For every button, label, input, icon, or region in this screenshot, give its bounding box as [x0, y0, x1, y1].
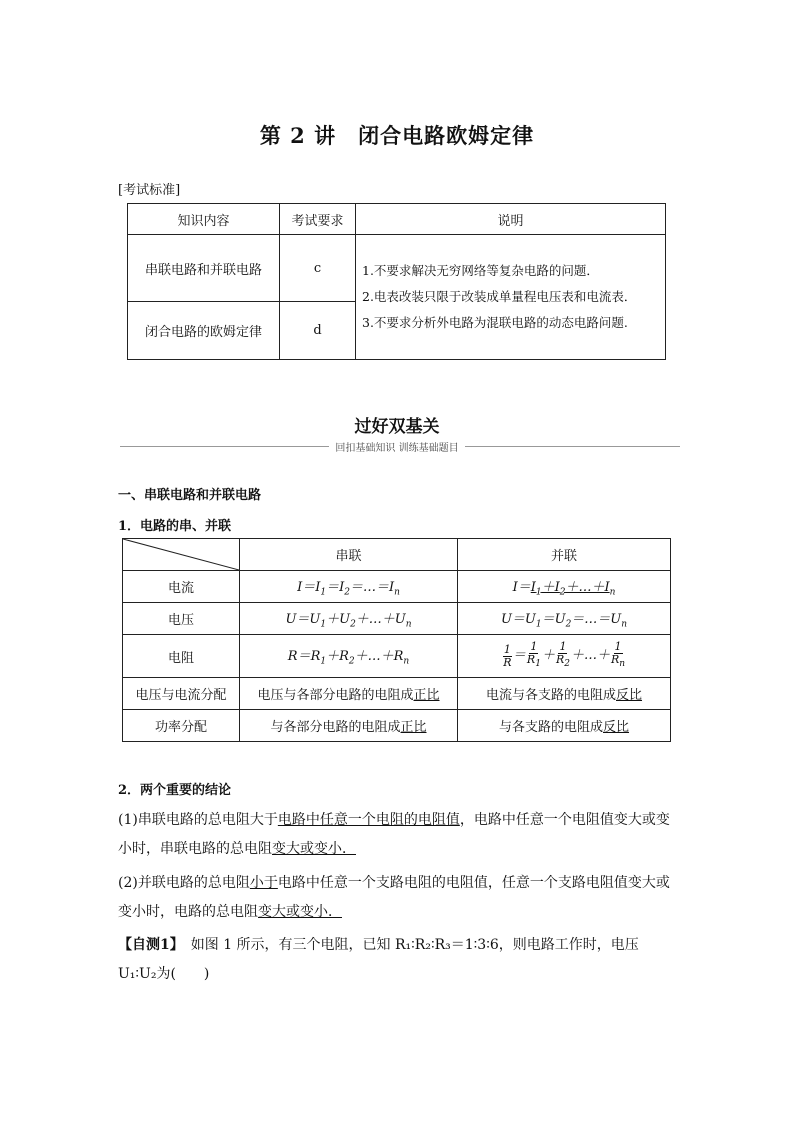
row-level: d: [280, 302, 356, 360]
parallel-distribution: 电流与各支路的电阻成反比: [458, 678, 671, 710]
standard-tag: [考试标准]: [118, 183, 181, 198]
series-current-formula: $I=I_1=I_2=\dots=I_n$: [240, 571, 458, 603]
row-label: 电压与电流分配: [123, 678, 240, 710]
page-title: 第 2 讲 闭合电路欧姆定律: [259, 123, 535, 148]
exercise: 【自测1】 如图 1 所示，有三个电阻，已知 R₁∶R₂∶R₃＝1∶3∶6，则电路工作时，电压 U₁∶U₂为( ): [118, 937, 639, 982]
note-item: 1.不要求解决无穷网络等复杂电路的问题．: [362, 263, 599, 278]
row-level: c: [280, 235, 356, 302]
parallel-resistance-formula: $\frac{1}{R}$ ＝ $\frac{1}{R_1}$ ＋ $\frac{1}{R_2}$ ＋…＋ $\frac{1}{R_n}$: [458, 635, 671, 678]
section-title: 过好双基关: [354, 417, 440, 437]
conclusion-1: (1)串联电路的总电阻大于电路中任意一个电阻的电阻值，电路中任意一个电阻值变大或变小时，串联电路的总电阻变大或变小．: [118, 812, 670, 857]
diagonal-header: [123, 539, 240, 571]
note-item: 2.电表改装只限于改装成单量程电压表和电流表．: [362, 289, 637, 304]
parallel-voltage-formula: $U=U_1=U_2=\dots=U_n$: [458, 603, 671, 635]
series-distribution: 电压与各部分电路的电阻成正比: [240, 678, 458, 710]
header-content: 知识内容: [128, 204, 280, 235]
header-level: 考试要求: [280, 204, 356, 235]
row-content: 闭合电路的欧姆定律: [128, 302, 280, 360]
conclusion-2: (2)并联电路的总电阻小于电路中任意一个支路电阻的电阻值，任意一个支路电阻值变大或变小时，电路的总电阻变大或变小．: [118, 875, 670, 920]
series-voltage-formula: $U=U_1+U_2+\dots+U_n$: [240, 603, 458, 635]
standard-table: [127, 203, 666, 360]
row-label: 电压: [123, 603, 240, 635]
heading-conclusions: 2．两个重要的结论: [118, 783, 232, 798]
compare-table: [122, 538, 671, 742]
header-parallel: 并联: [458, 539, 671, 571]
series-power: 与各部分电路的电阻成正比: [240, 710, 458, 742]
note-item: 3.不要求分析外电路为混联电路的动态电路问题.: [362, 315, 628, 330]
row-label: 功率分配: [123, 710, 240, 742]
heading-circuit-connection: 1．电路的串、并联: [118, 519, 232, 534]
section-subtitle: 回扣基础知识 训练基础题目: [0, 439, 794, 454]
diagonal-line: [123, 539, 239, 570]
row-label: 电阻: [123, 635, 240, 678]
parallel-power: 与各支路的电阻成反比: [458, 710, 671, 742]
header-series: 串联: [240, 539, 458, 571]
heading-series-parallel: 一、串联电路和并联电路: [118, 488, 262, 503]
row-label: 电流: [123, 571, 240, 603]
series-resistance-formula: $R=R_1+R_2+\dots+R_n$: [240, 635, 458, 678]
parallel-current-formula: $I=I_1+I_2+\dots+I_n$: [458, 571, 671, 603]
row-content: 串联电路和并联电路: [128, 235, 280, 302]
notes-cell: [356, 235, 666, 360]
header-notes: 说明: [356, 204, 666, 235]
